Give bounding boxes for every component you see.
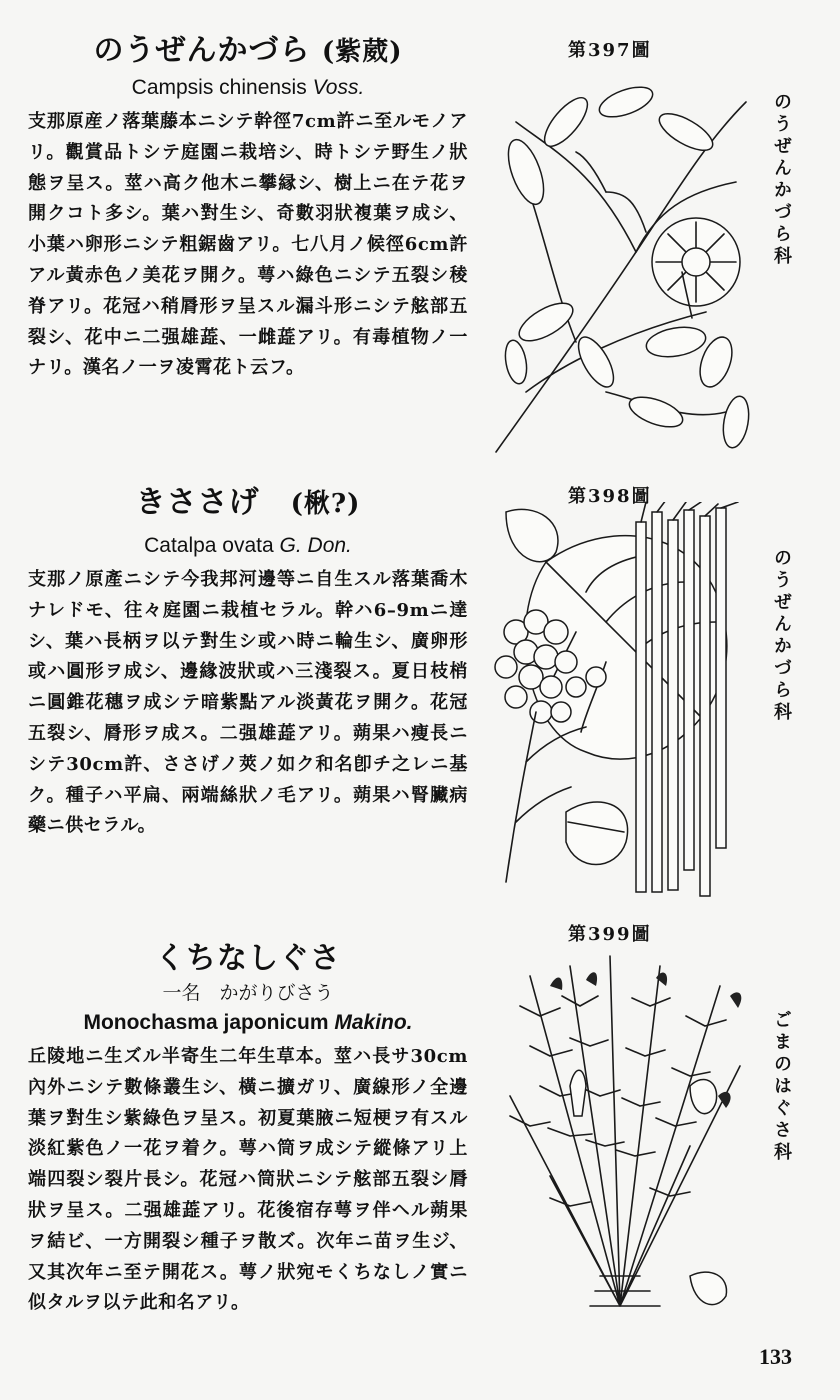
catalpa-illustration xyxy=(486,502,758,900)
title-kanji: (楸?) xyxy=(290,489,361,519)
entry-monochasma xyxy=(28,940,468,1319)
scientific-name: Catalpa ovata xyxy=(144,534,274,557)
title-kana: くちなしぐさ xyxy=(155,941,341,976)
figure-label: 第399圖 xyxy=(568,924,652,945)
scientific-name-line xyxy=(28,1008,468,1038)
scientific-name-line xyxy=(28,73,468,103)
title-kanji: (紫葳) xyxy=(321,37,403,67)
family-label: ごまのはぐさ科 xyxy=(771,1010,792,1164)
authority: Makino. xyxy=(334,1011,413,1034)
entry-title xyxy=(28,940,468,978)
authority: G. Don. xyxy=(279,534,352,557)
scientific-name: Campsis chinensis xyxy=(131,76,307,99)
monochasma-illustration xyxy=(490,946,758,1316)
alternate-name: 一名 かがりびさう xyxy=(162,982,334,1004)
scientific-name-line xyxy=(28,531,468,561)
entry-campsis xyxy=(28,32,468,384)
scientific-name: Monochasma japonicum xyxy=(83,1011,329,1034)
figure-label: 第397圖 xyxy=(568,40,652,61)
title-kana: のうぜんかづら xyxy=(93,33,311,68)
figure-label: 第398圖 xyxy=(568,486,652,507)
entry-title xyxy=(28,484,468,523)
family-label: のうぜんかづら科 xyxy=(771,548,792,724)
family-label: のうぜんかづら科 xyxy=(771,92,792,268)
description: 支那原産ノ落葉藤本ニシテ幹徑7cm許ニ至ルモノアリ。觀賞品トシテ庭園ニ栽培シ、時トシテ野生ノ狀態ヲ呈ス。莖ハ高ク他木ニ攀縁シ、樹上ニ在テ花ヲ開クコト多シ。葉ハ對生シ、奇數羽狀複葉ヲ成シ、小葉ハ卵形ニシテ粗鋸齒アリ。七八月ノ候徑6cm許アル黃赤色ノ美花ヲ開ク。萼ハ綠色ニシテ五裂シ稜脊アリ。花冠ハ稍脣形ヲ呈スル漏斗形ニシテ舷部五裂シ、花中ニ二强雄蕋、一雌蕋アリ。有毒植物ノ一ナリ。漢名ノ一ヲ凌霄花ト云フ。 xyxy=(28,111,468,379)
entry-catalpa xyxy=(28,484,468,842)
campsis-illustration xyxy=(486,62,758,462)
description: 支那ノ原產ニシテ今我邦河邊等ニ自生スル落葉喬木ナレドモ、往々庭園ニ栽植セラル。幹ハ6–9mニ達シ、葉ハ長柄ヲ以テ對生シ或ハ時ニ輪生シ、廣卵形或ハ圓形ヲ成シ、邊緣波狀或ハ三淺裂ス。夏日枝梢ニ圓錐花穗ヲ成シテ暗紫點アル淡黃花ヲ開ク。花冠五裂シ、脣形ヲ成ス。二强雄蕋アリ。蒴果ハ瘦長ニシテ30cm許、ささげノ莢ノ如ク和名卽チ之レニ基ク。種子ハ平扁、兩端絲狀ノ毛アリ。蒴果ハ腎臟病藥ニ供セラル。 xyxy=(28,569,468,837)
authority: Voss. xyxy=(312,76,365,99)
entry-title xyxy=(28,32,468,71)
title-kana: きささげ xyxy=(135,485,260,520)
description: 丘陵地ニ生ズル半寄生二年生草本。莖ハ長サ30cm內外ニシテ數條叢生シ、橫ニ擴ガリ、廣線形ノ全邊葉ヲ對生シ紫綠色ヲ呈ス。初夏葉腋ニ短梗ヲ有スル淡紅紫色ノ一花ヲ着ク。萼ハ筒ヲ成シテ縱條アリ上端四裂シ裂片長シ。花冠ハ筒狀ニシテ舷部五裂シ脣狀ヲ呈ス。二强雄蕋アリ。花後宿存萼ヲ伴ヘル蒴果ヲ結ビ、一方開裂シ種子ヲ散ズ。次年ニ苗ヲ生ジ、又其次年ニ至テ開花ス。萼ノ狀宛モくちなしノ實ニ似タルヲ以テ此和名アリ。 xyxy=(28,1046,468,1314)
page-number: 133 xyxy=(759,1344,792,1369)
